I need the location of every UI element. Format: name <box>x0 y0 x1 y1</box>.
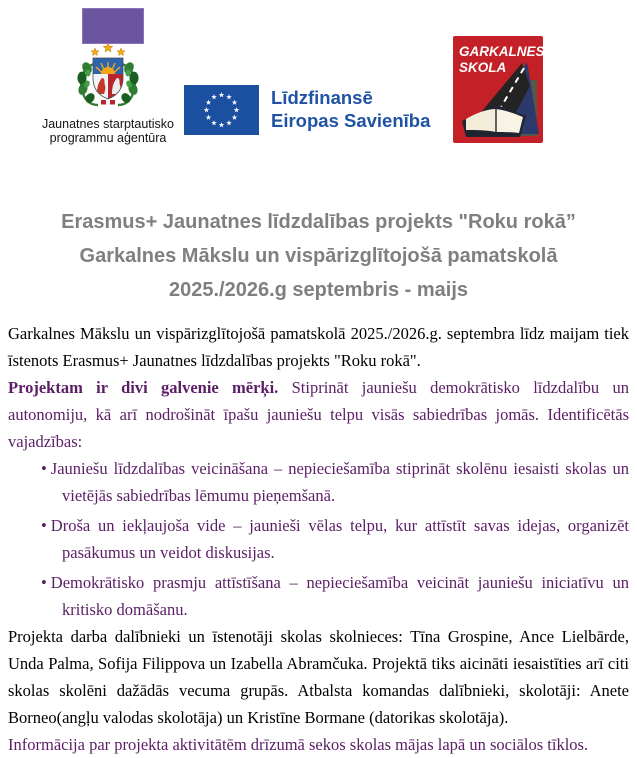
list-item <box>50 512 629 566</box>
school-logo-line1: GARKALNES <box>459 44 545 59</box>
eu-caption-line2: Eiropas Savienība <box>271 110 431 131</box>
eu-flag-logo <box>184 85 259 135</box>
paragraph-goals-rest: Stiprināt jauniešu demokrātisko līdzdalību un autonomiju, kā arī nodrošināt īpašu jauniešu telpu visās sabiedrības jomās. Identificētās vajadzības: <box>8 378 629 451</box>
title-line2: Garkalnes Mākslu un vispārizglītojošā pamatskolā <box>79 245 558 267</box>
agency-coat-of-arms-logo <box>72 42 144 116</box>
list-item <box>50 455 629 509</box>
needs-list <box>8 455 629 623</box>
shield <box>93 58 123 99</box>
list-item <box>50 569 629 623</box>
page-title <box>8 205 629 307</box>
ribbon <box>101 100 115 105</box>
paragraph-intro: Garkalnes Mākslu un vispārizglītojošā pamatskolā 2025./2026.g. septembra līdz maijam tiek īstenots Erasmus+ Jaunatnes līdzdalības projekts "Roku rokā". <box>8 324 629 370</box>
header-logos <box>0 0 637 195</box>
purple-accent-rectangle <box>82 8 144 44</box>
school-logo <box>453 36 543 143</box>
list-item-text: Jauniešu līdzdalības veicināšana – nepieciešamība stiprināt skolēnu iesaisti skolas un vietējās sabiedrības lēmumu pieņemšanā. <box>50 459 629 505</box>
eu-caption-line1: Līdzfinansē <box>271 87 373 108</box>
paragraph-goals-lead: Projektam ir divi galvenie mērķi. <box>8 378 279 397</box>
agency-caption-line1: Jaunatnes starptautisko <box>41 117 175 131</box>
paragraph-info: Informācija par projekta aktivitātēm drīzumā sekos skolas mājas lapā un sociālos tīklos. <box>8 735 589 754</box>
list-item-text: Droša un iekļaujoša vide – jaunieši vēlas telpu, kur attīstīt savas idejas, organizēt pasākumus un veidot diskusijas. <box>50 516 629 562</box>
agency-caption-line2: programmu aģentūra <box>49 131 167 145</box>
document-body <box>8 320 629 758</box>
agency-caption <box>23 117 193 145</box>
three-stars <box>91 43 125 56</box>
eu-caption <box>271 86 430 132</box>
paragraph-goals <box>8 374 629 455</box>
paragraph-participants: Projekta darba dalībnieki un īstenotāji skolas skolnieces: Tīna Grospine, Ance Lielbārde, Unda Palma, Sofija Filippova un Izabella Abramčuka. Projektā tiks aicināti iesaistīties arī citi skolas skolēni dažādās vecuma grupās. Atbalsta komandas dalībnieki, skolotāji: Anete Borneo(angļu valodas skolotāja) un Kristīne Bormane (datorikas skolotāja). <box>8 627 629 727</box>
list-item-text: Demokrātisko prasmju attīstīšana – nepieciešamība veicināt jauniešu iniciatīvu un kritisko domāšanu. <box>50 573 629 619</box>
title-line1: Erasmus+ Jaunatnes līdzdalības projekts "Roku rokā” <box>61 211 576 233</box>
school-logo-line2: SKOLA <box>459 60 507 75</box>
title-line3: 2025./2026.g septembris - maijs <box>168 279 469 301</box>
